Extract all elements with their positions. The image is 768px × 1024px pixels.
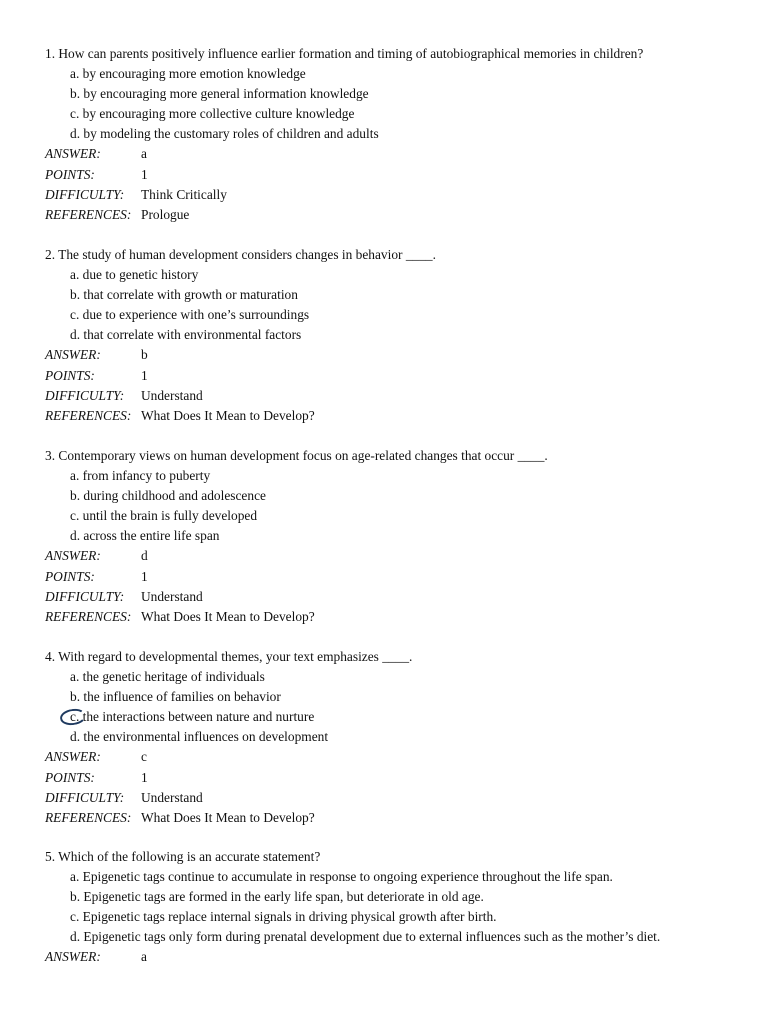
points-row xyxy=(45,165,745,185)
references-value: What Does It Mean to Develop? xyxy=(141,407,315,423)
references-label: REFERENCES: xyxy=(45,809,132,825)
answer-option-c: c. the interactions between nature and nurture xyxy=(70,709,315,725)
question-stem: 1. How can parents positively influence earlier formation and timing of autobiographical memories in children? xyxy=(45,46,644,61)
references-label: REFERENCES: xyxy=(45,608,132,624)
references-row xyxy=(45,808,745,828)
answer-value: b xyxy=(141,347,148,363)
difficulty-row xyxy=(45,185,745,205)
question-3 xyxy=(45,446,745,627)
answer-row xyxy=(45,947,745,967)
answer-option-b: b. that correlate with growth or maturation xyxy=(70,287,298,303)
points-label: POINTS: xyxy=(45,769,95,785)
difficulty-row xyxy=(45,788,745,808)
answer-option-c: c. by encouraging more collective culture knowledge xyxy=(70,106,355,122)
answer-option-d: d. across the entire life span xyxy=(70,528,220,544)
points-value: 1 xyxy=(141,367,148,383)
references-value: What Does It Mean to Develop? xyxy=(141,608,315,624)
points-label: POINTS: xyxy=(45,166,95,182)
answer-label: ANSWER: xyxy=(45,146,101,162)
answer-option-d: d. the environmental influences on development xyxy=(70,729,329,745)
points-label: POINTS: xyxy=(45,568,95,584)
answer-option-b: b. during childhood and adolescence xyxy=(70,488,266,504)
answer-label: ANSWER: xyxy=(45,949,101,965)
question-stem: 3. Contemporary views on human development focus on age-related changes that occur ____. xyxy=(45,448,548,463)
answer-row xyxy=(45,345,745,365)
difficulty-row xyxy=(45,587,745,607)
difficulty-value: Understand xyxy=(141,789,203,805)
answer-option-a: a. by encouraging more emotion knowledge xyxy=(70,66,306,82)
references-row xyxy=(45,607,745,627)
answer-option-b: b. the influence of families on behavior xyxy=(70,689,281,705)
answer-row xyxy=(45,546,745,566)
answer-option-a: a. Epigenetic tags continue to accumulate in response to ongoing experience throughout the life span. xyxy=(70,869,613,885)
answer-row xyxy=(45,747,745,767)
references-row xyxy=(45,406,745,426)
points-value: 1 xyxy=(141,769,148,785)
answer-option-d: d. by modeling the customary roles of children and adults xyxy=(70,126,379,142)
question-stem: 5. Which of the following is an accurate statement? xyxy=(45,849,321,864)
answer-option-c: c. due to experience with one’s surroundings xyxy=(70,307,310,323)
points-row xyxy=(45,567,745,587)
question-2 xyxy=(45,245,745,426)
answer-option-c: c. Epigenetic tags replace internal signals in driving physical growth after birth. xyxy=(70,909,497,925)
references-value: What Does It Mean to Develop? xyxy=(141,809,315,825)
answer-value: c xyxy=(141,749,147,765)
question-4 xyxy=(45,647,745,828)
question-stem: 4. With regard to developmental themes, your text emphasizes ____. xyxy=(45,649,413,664)
answer-option-a: a. the genetic heritage of individuals xyxy=(70,669,265,685)
points-value: 1 xyxy=(141,568,148,584)
answer-option-d: d. that correlate with environmental factors xyxy=(70,327,302,343)
difficulty-value: Think Critically xyxy=(141,186,227,202)
points-row xyxy=(45,768,745,788)
references-label: REFERENCES: xyxy=(45,407,132,423)
question-1 xyxy=(45,44,745,225)
points-label: POINTS: xyxy=(45,367,95,383)
answer-value: d xyxy=(141,548,148,564)
references-label: REFERENCES: xyxy=(45,206,132,222)
answer-option-b: b. by encouraging more general information knowledge xyxy=(70,86,369,102)
answer-row xyxy=(45,144,745,164)
answer-option-a: a. from infancy to puberty xyxy=(70,468,211,484)
answer-value: a xyxy=(141,146,147,162)
question-stem: 2. The study of human development considers changes in behavior ____. xyxy=(45,247,436,262)
points-row xyxy=(45,366,745,386)
answer-option-b: b. Epigenetic tags are formed in the early life span, but deteriorate in old age. xyxy=(70,889,484,905)
difficulty-label: DIFFICULTY: xyxy=(45,186,125,202)
answer-label: ANSWER: xyxy=(45,347,101,363)
points-value: 1 xyxy=(141,166,148,182)
difficulty-value: Understand xyxy=(141,387,203,403)
answer-option-c-circled xyxy=(45,707,745,727)
difficulty-value: Understand xyxy=(141,588,203,604)
answer-option-a: a. due to genetic history xyxy=(70,267,199,283)
references-row xyxy=(45,205,745,225)
difficulty-label: DIFFICULTY: xyxy=(45,789,125,805)
answer-label: ANSWER: xyxy=(45,548,101,564)
answer-value: a xyxy=(141,949,147,965)
difficulty-label: DIFFICULTY: xyxy=(45,588,125,604)
answer-option-c: c. until the brain is fully developed xyxy=(70,508,258,524)
difficulty-row xyxy=(45,386,745,406)
difficulty-label: DIFFICULTY: xyxy=(45,387,125,403)
question-5 xyxy=(45,847,745,968)
answer-option-d: d. Epigenetic tags only form during prenatal development due to external influences such as the mother’s diet. xyxy=(70,929,661,945)
answer-label: ANSWER: xyxy=(45,749,101,765)
references-value: Prologue xyxy=(141,206,190,222)
